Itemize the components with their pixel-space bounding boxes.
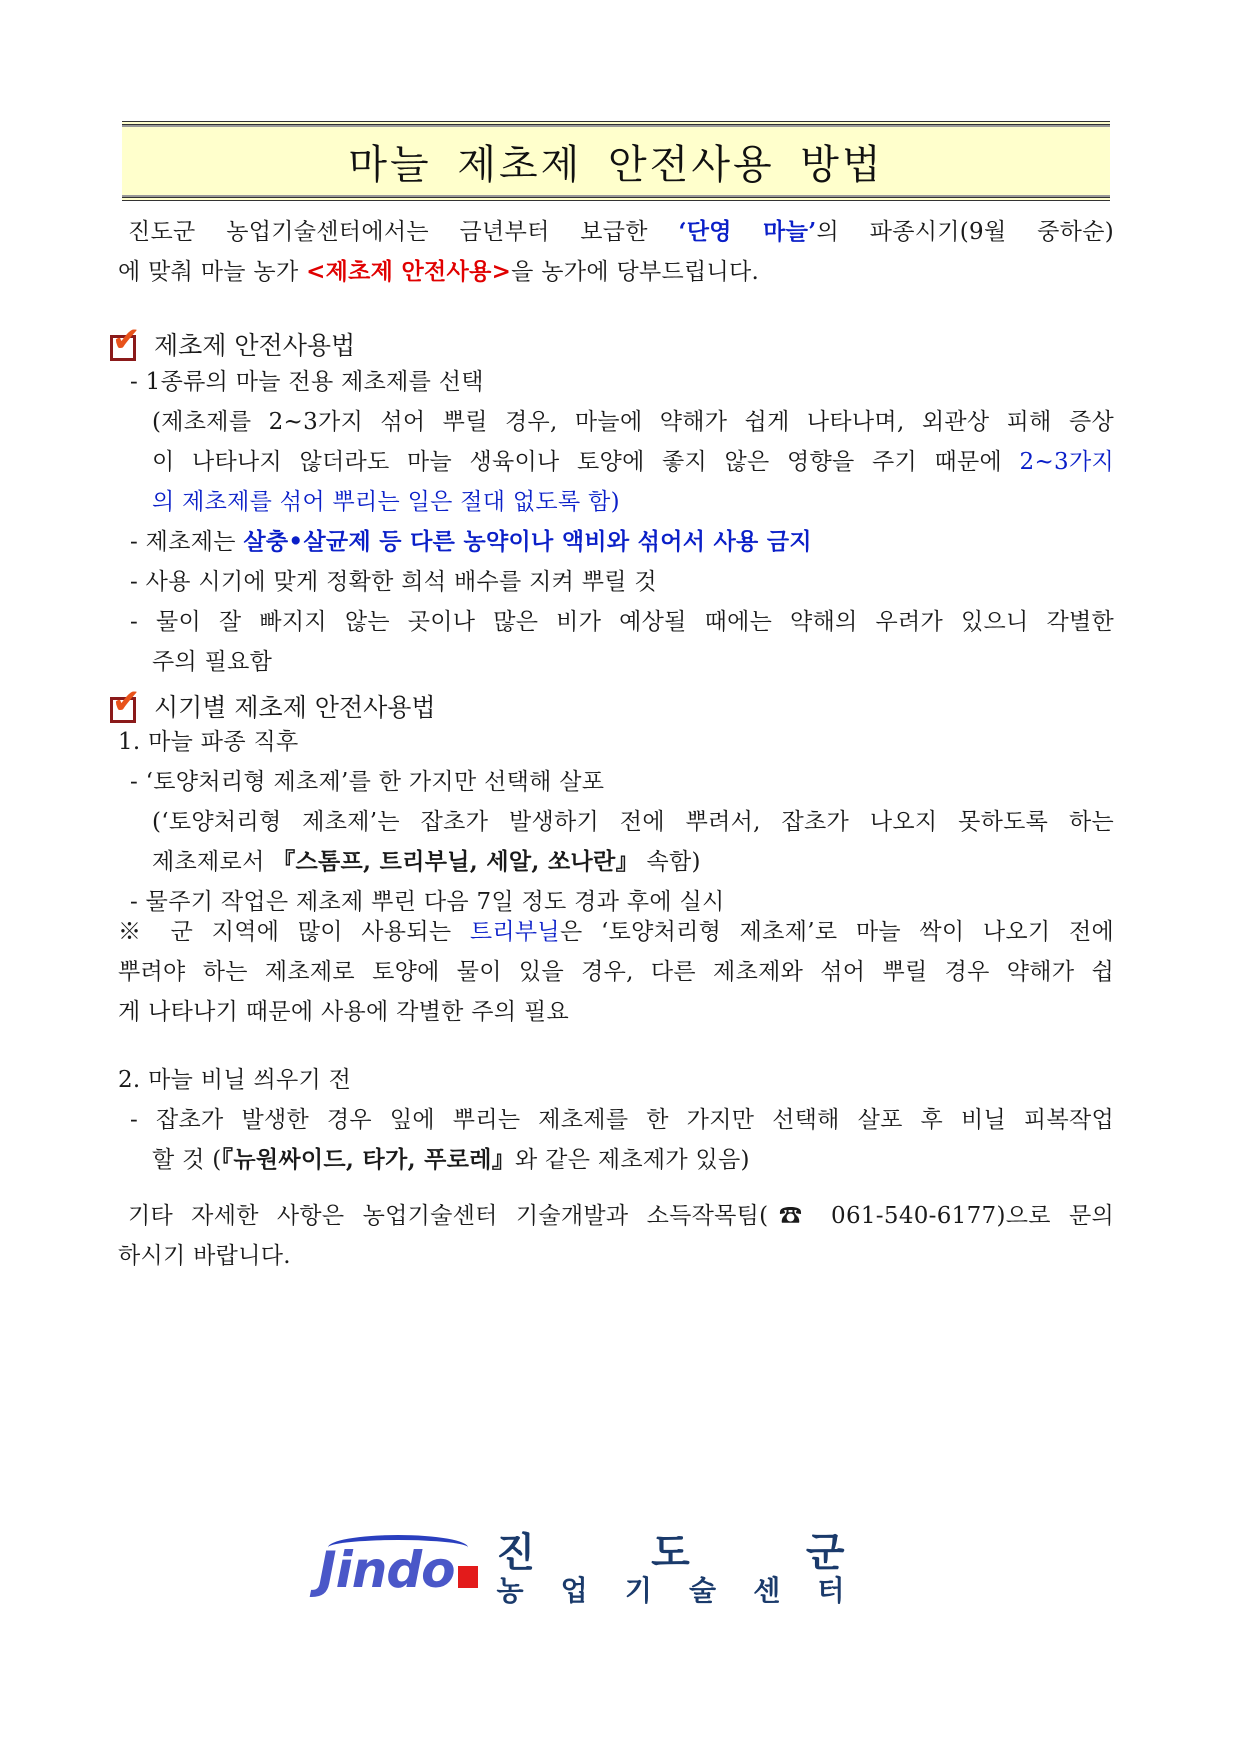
intro-line-2: [118, 252, 1114, 292]
footer-logo: [318, 1525, 878, 1615]
note-text: 은 ‘토양처리형 제초제’로 마늘 싹이 나오기 전에: [559, 919, 1114, 945]
list-item: - 1종류의 마늘 전용 제초제를 선택: [130, 369, 484, 395]
list-item: [130, 522, 1114, 562]
org-char: 기: [624, 1574, 652, 1607]
note-line-1: [118, 912, 1114, 952]
highlight-danyoung-garlic: ‘단영 마늘’: [678, 218, 817, 245]
list-item: - ‘토양처리형 제초제’를 한 가지만 선택해 살포: [130, 769, 605, 795]
product-names: 『스톰프, 트리부닐, 세알, 쏘나란』: [272, 848, 639, 875]
jindo-logo: [318, 1541, 454, 1599]
section-1-list: [130, 362, 1114, 682]
checkbox-check-icon: ✔: [112, 320, 141, 360]
intro-text: 진도군 농업기술센터에서는 금년부터 보급한: [128, 219, 679, 245]
list-item: - 사용 시기에 맞게 정확한 희석 배수를 지켜 뿌릴 것: [130, 569, 657, 595]
section-2-heading: [110, 682, 436, 724]
logo-text: Jindo: [318, 1541, 455, 1599]
list-text: 제초제로서: [152, 849, 273, 875]
section-1-heading: [110, 320, 356, 362]
contact-text: 기타 자세한 사항은 농업기술센터 기술개발과 소득작목팀(: [128, 1203, 769, 1229]
section-2-title: 시기별 제초제 안전사용법: [154, 693, 436, 722]
org-name-line-2: [496, 1574, 844, 1608]
list-text: 와 같은 제초제가 있음): [515, 1147, 750, 1173]
list-text: 속함): [638, 849, 701, 875]
intro-line-1: [118, 212, 1114, 252]
list-text: 이 나타나지 않더라도 마늘 생육이나 토양에 좋지 않은 영향을 주기 때문에: [152, 449, 1020, 475]
list-text-emphasis: 2~3가지: [1019, 449, 1114, 475]
contact-text: )으로 문의: [996, 1203, 1114, 1229]
intro-text: 에 맞춰 마늘 농가: [118, 259, 307, 285]
intro-text: 을 농가에 당부드립니다.: [511, 259, 760, 285]
list-item: [130, 442, 1114, 482]
org-char: 업: [560, 1574, 588, 1607]
org-name: [496, 1532, 844, 1608]
swoosh-icon: [328, 1535, 468, 1560]
sub-2-title: 2. 마늘 비닐 씌우기 전: [118, 1067, 352, 1093]
list-text: - 제초제는: [130, 529, 244, 555]
list-item: (‘토양처리형 제초제’는 잡초가 발생하기 전에 뿌려서, 잡초가 나오지 못하도록 하는: [152, 809, 1114, 835]
list-text-emphasis: 살충•살균제 등 다른 농약이나 액비와 섞어서 사용 금지: [243, 528, 812, 555]
list-item: (제초제를 2~3가지 섞어 뿌릴 경우, 마늘에 약해가 쉽게 나타나며, 외관상 피해 증상: [152, 409, 1114, 435]
intro-paragraph: [118, 212, 1114, 292]
logo-badge-icon: [458, 1566, 478, 1588]
intro-text: 의 파종시기(9월 중하순): [816, 219, 1114, 245]
contact-line-2: 하시기 바랍니다.: [118, 1243, 291, 1269]
list-item: 의 제초제를 섞어 뿌리는 일은 절대 없도록 함): [152, 489, 620, 515]
list-text: 할 것 (: [152, 1147, 222, 1173]
note-line-3: 게 나타나기 때문에 사용에 각별한 주의 필요: [118, 999, 569, 1025]
list-item: [118, 1140, 1114, 1180]
page-title: 마늘 제초제 안전사용 방법: [348, 141, 884, 188]
org-char: 농: [496, 1574, 524, 1607]
phone-icon: ☎: [768, 1203, 813, 1229]
org-char: 센: [753, 1574, 781, 1607]
note-line-2: 뿌려야 하는 제초제로 토양에 물이 있을 경우, 다른 제초제와 섞어 뿌릴 경우 약해가 쉽: [118, 959, 1114, 985]
section-2-sub-1: [118, 722, 1114, 922]
phone-number: 061-540-6177: [812, 1203, 997, 1229]
note-text: ※ 군 지역에 많이 사용되는: [118, 919, 470, 945]
section-1-title: 제초제 안전사용법: [154, 331, 356, 360]
list-item: - 잡초가 발생한 경우 잎에 뿌리는 제초제를 한 가지만 선택해 살포 후 비닐 피복작업: [130, 1107, 1114, 1133]
org-char: 군: [805, 1530, 845, 1576]
org-name-line-1: [496, 1532, 844, 1574]
section-2-sub-2: [118, 1060, 1114, 1180]
list-item: - 물주기 작업은 제초제 뿌린 다음 7일 정도 경과 후에 실시: [130, 889, 725, 915]
note-paragraph: [118, 912, 1114, 1032]
product-names: 『뉴원싸이드, 타가, 푸로레』: [221, 1146, 516, 1173]
note-emphasis: 트리부닐: [469, 919, 560, 945]
contact-line-1: [118, 1196, 1114, 1236]
checkbox-check-icon: ✔: [112, 682, 141, 722]
contact-paragraph: [118, 1196, 1114, 1276]
list-item: - 물이 잘 빠지지 않는 곳이나 많은 비가 예상될 때에는 약해의 우려가 있으니 각별한: [130, 609, 1114, 635]
title-banner: [122, 121, 1110, 201]
list-item: 주의 필요함: [152, 649, 273, 675]
org-char: 술: [689, 1574, 717, 1607]
org-char: 터: [817, 1574, 845, 1607]
sub-1-title: 1. 마늘 파종 직후: [118, 729, 299, 755]
list-item: [118, 842, 1114, 882]
highlight-safe-use: <제초제 안전사용>: [306, 258, 512, 285]
org-char: 도: [651, 1530, 690, 1576]
org-char: 진: [496, 1530, 536, 1576]
